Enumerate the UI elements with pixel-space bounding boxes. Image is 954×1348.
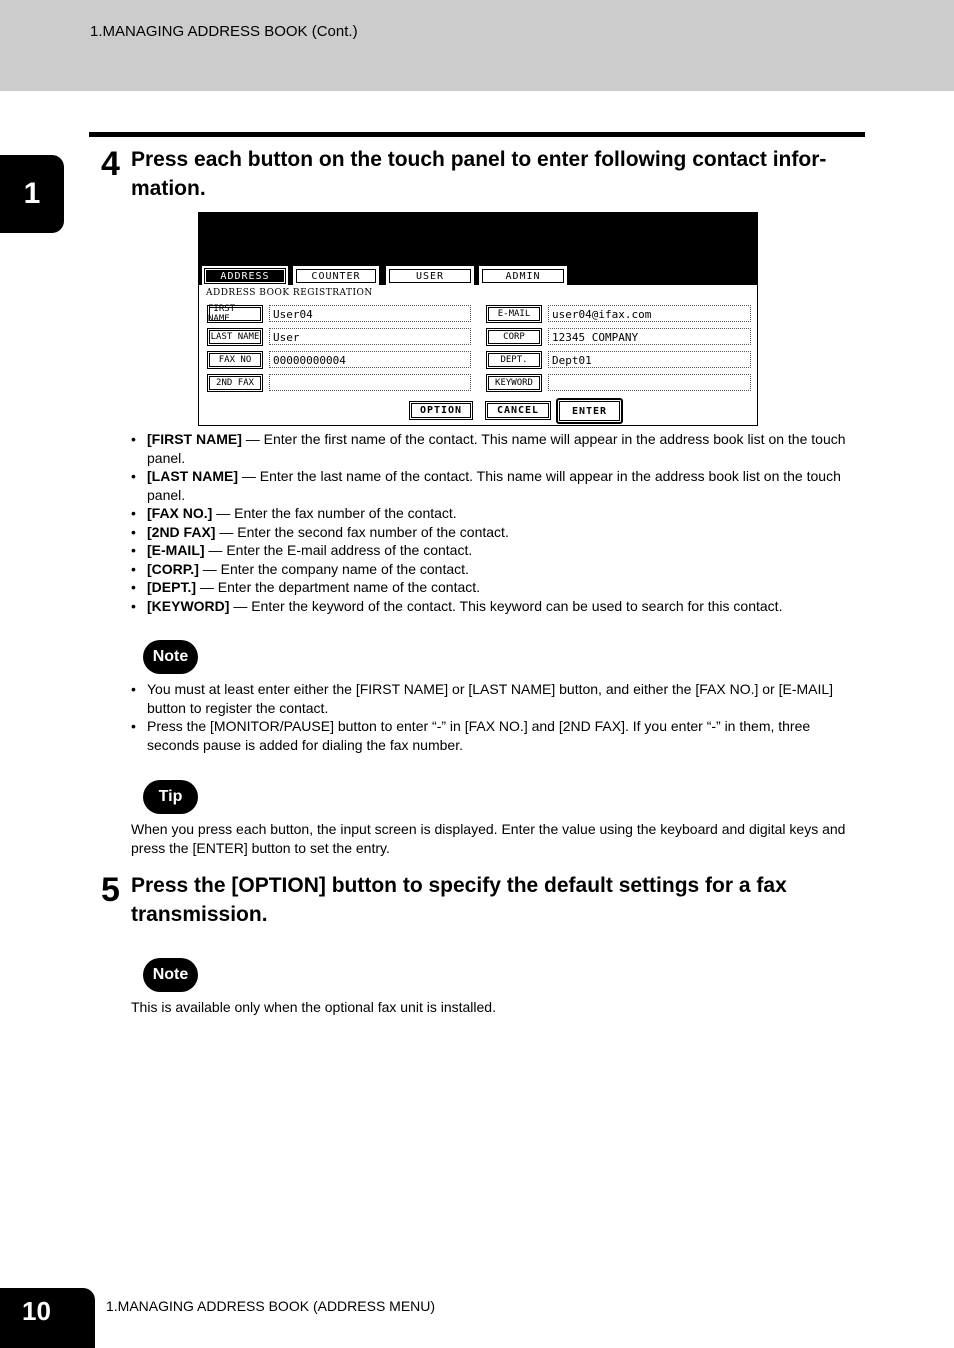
list-item: • [E-MAIL] — Enter the E-mail address of the contact. <box>131 541 866 560</box>
list-item: • [LAST NAME] — Enter the last name of the contact. This name will appear in the address book list on the touch panel. <box>131 467 866 504</box>
tip-badge: Tip <box>143 780 198 814</box>
note-text: This is available only when the optional fax unit is installed. <box>131 999 496 1015</box>
field-description-list <box>131 430 866 615</box>
tab-counter[interactable]: COUNTER <box>293 266 379 286</box>
page-header <box>0 0 954 91</box>
list-item: • [DEPT.] — Enter the department name of the contact. <box>131 578 866 597</box>
tab-user[interactable]: USER <box>386 266 474 286</box>
note-badge: Note <box>143 640 198 674</box>
header-title: 1.MANAGING ADDRESS BOOK (Cont.) <box>90 23 358 40</box>
fax-no-field[interactable]: 00000000004 <box>269 351 471 368</box>
first-name-button[interactable]: FIRST NAME <box>207 305 263 323</box>
e-mail-button[interactable]: E-MAIL <box>486 305 542 323</box>
e-mail-field[interactable]: user04@ifax.com <box>548 305 751 322</box>
touch-panel-screenshot <box>198 212 758 426</box>
panel-heading: ADDRESS BOOK REGISTRATION <box>206 288 373 298</box>
tab-admin[interactable]: ADMIN <box>479 266 567 286</box>
step-4-number: 4 <box>101 145 120 183</box>
cancel-button[interactable]: CANCEL <box>485 401 551 420</box>
note-badge: Note <box>143 958 198 992</box>
step-4-title: Press each button on the touch panel to enter following contact infor-mation. <box>131 148 827 200</box>
2nd-fax-field[interactable] <box>269 374 471 391</box>
footer-page-tab <box>0 1288 95 1348</box>
last-name-field[interactable]: User <box>269 328 471 345</box>
footer-title: 1.MANAGING ADDRESS BOOK (ADDRESS MENU) <box>106 1298 436 1314</box>
corp-button[interactable]: CORP <box>486 328 542 346</box>
list-item: • [CORP.] — Enter the company name of the contact. <box>131 560 866 579</box>
list-item: • [FIRST NAME] — Enter the first name of the contact. This name will appear in the address book list on the touch panel. <box>131 430 866 467</box>
note-list <box>131 680 866 754</box>
page-number: 10 <box>22 1296 51 1326</box>
keyword-button[interactable]: KEYWORD <box>486 374 542 392</box>
step-5-number: 5 <box>101 871 120 909</box>
chapter-tab: 1 <box>0 155 64 233</box>
step-5-title: Press the [OPTION] button to specify the default settings for a fax transmission. <box>131 874 787 926</box>
fax-no-button[interactable]: FAX NO <box>207 351 263 369</box>
last-name-button[interactable]: LAST NAME <box>207 328 263 346</box>
list-item: • Press the [MONITOR/PAUSE] button to enter “-” in [FAX NO.] and [2ND FAX]. If you enter “-” in them, three seconds pause is added for dialing the fax number. <box>131 717 866 754</box>
dept-field[interactable]: Dept01 <box>548 351 751 368</box>
enter-button[interactable]: ENTER <box>556 398 623 424</box>
list-item: • [KEYWORD] — Enter the keyword of the contact. This keyword can be used to search for this contact. <box>131 597 866 616</box>
list-item: • [FAX NO.] — Enter the fax number of the contact. <box>131 504 866 523</box>
first-name-field[interactable]: User04 <box>269 305 471 322</box>
keyword-field[interactable] <box>548 374 751 391</box>
tip-text: When you press each button, the input screen is displayed. Enter the value using the keyboard and digital keys and press the [ENTER] button to set the entry. <box>131 821 846 856</box>
tab-address[interactable]: ADDRESS <box>202 266 288 286</box>
list-item: • You must at least enter either the [FIRST NAME] or [LAST NAME] button, and either the [FAX NO.] or [E-MAIL] button to register the contact. <box>131 680 866 717</box>
list-item: • [2ND FAX] — Enter the second fax number of the contact. <box>131 523 866 542</box>
dept-button[interactable]: DEPT. <box>486 351 542 369</box>
option-button[interactable]: OPTION <box>409 401 473 420</box>
corp-field[interactable]: 12345 COMPANY <box>548 328 751 345</box>
2nd-fax-button[interactable]: 2ND FAX <box>207 374 263 392</box>
section-rule <box>89 132 865 137</box>
